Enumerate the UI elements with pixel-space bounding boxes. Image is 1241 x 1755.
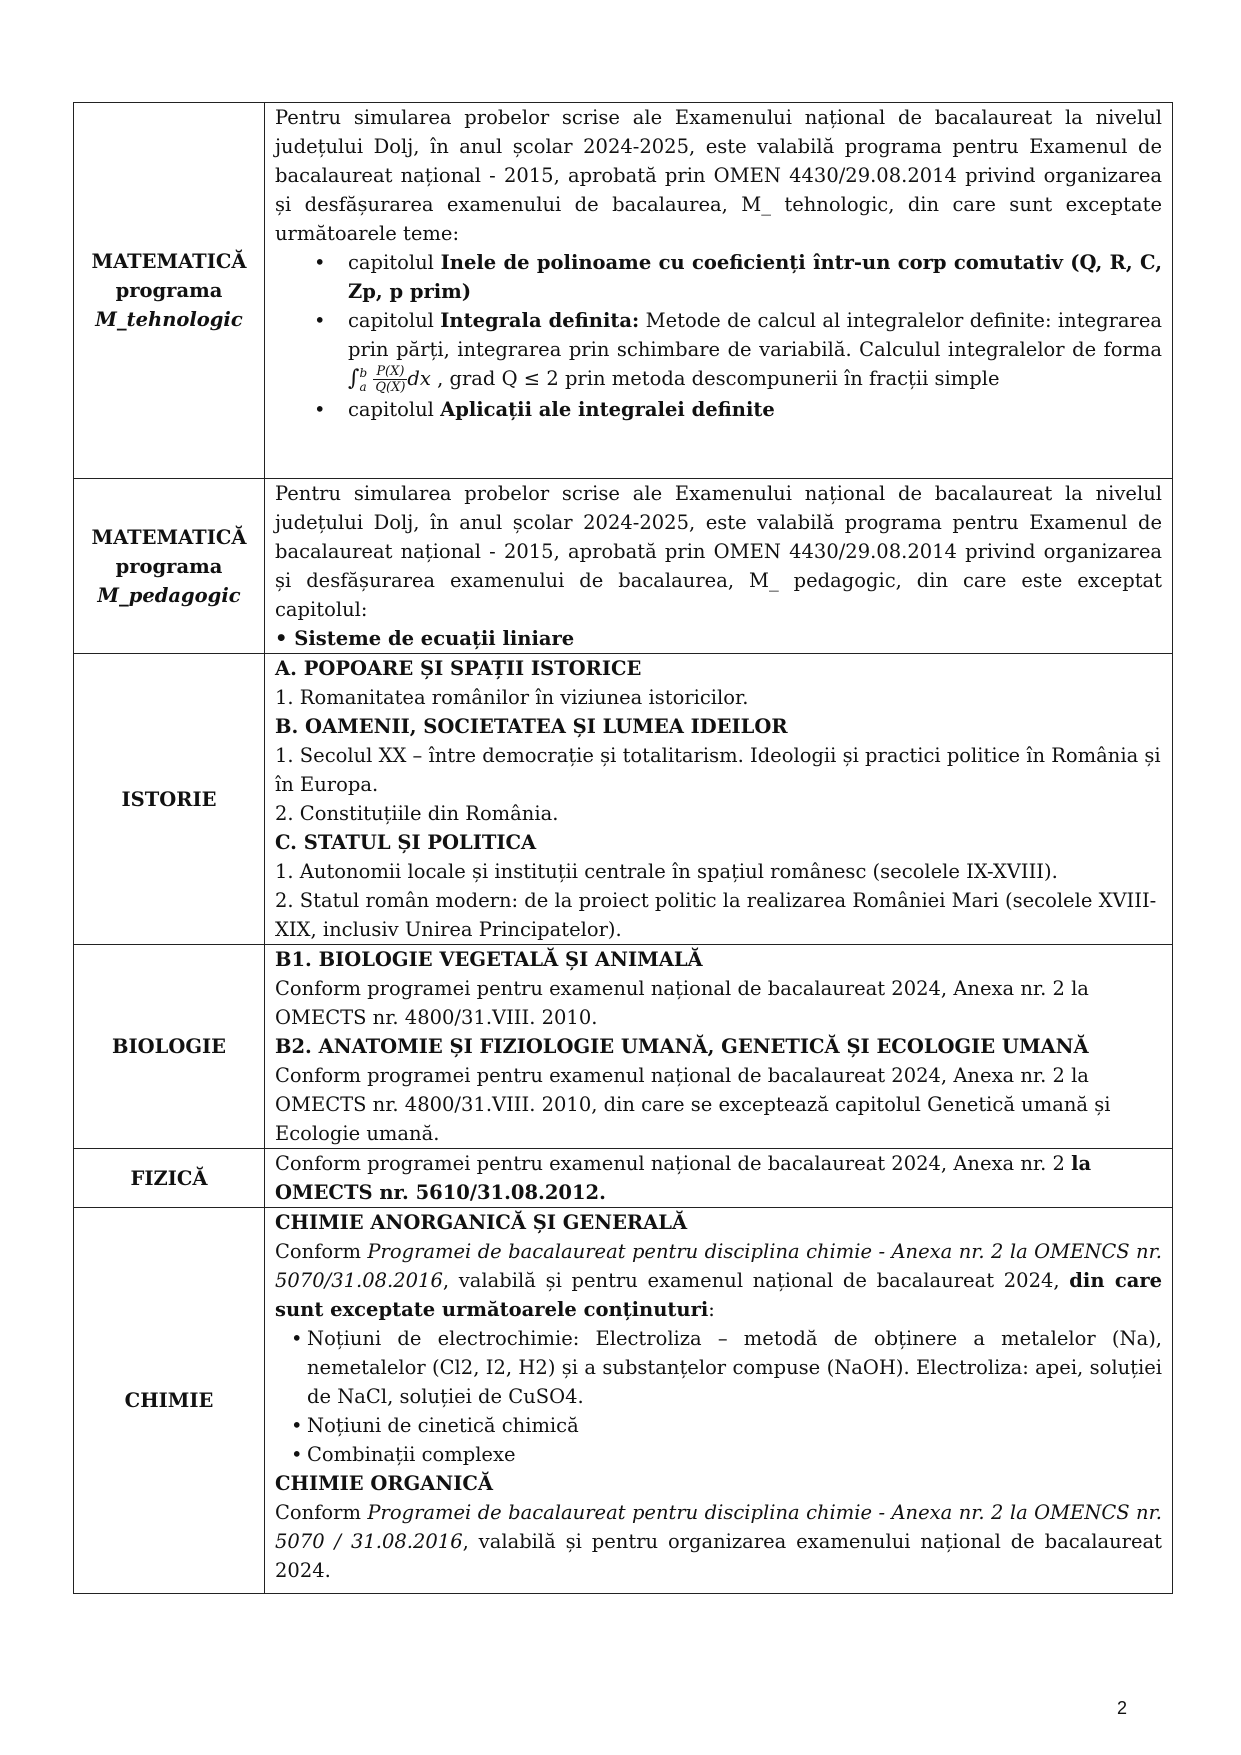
list-item <box>348 248 1162 306</box>
intro-text: Pentru simularea probelor scrise ale Examenului național de bacalaureat la nivelul județului Dolj, în anul școlar 2024-2025, este valabilă programa pentru Examenul de bacalaureat național - 2015, aprobată prin OMEN 4430/29.08.2014 privind organizarea și desfășurarea examenului de bacalaurea, M_ pedagogic, din care este exceptat capitolul: <box>275 482 1162 621</box>
subject-program: M_pedagogic <box>97 583 241 607</box>
text-run: Conform <box>275 1501 368 1524</box>
section-heading: C. STATUL ȘI POLITICA <box>275 831 537 854</box>
section-item: 2. Statul român modern: de la proiect politic la realizarea României Mari (secolele XVIII-XIX, inclusiv Unirea Principatelor). <box>275 889 1157 941</box>
excluded-topics-list <box>275 1324 1162 1469</box>
text-run: , valabilă și pentru examenul național de bacalaureat 2024, <box>442 1269 1070 1292</box>
section-item: 1. Romanitatea românilor în viziunea istoricilor. <box>275 686 749 709</box>
item-text: Metode de calcul al integralelor definite: integrarea prin părți, integrarea prin schimbare de variabilă. Calculul integralelor de forma <box>348 309 1163 361</box>
table-row <box>74 654 1173 945</box>
text-run-italic: Programei de bacalaureat pentru disciplina chimie - Anexa nr. 2 la OMENCS nr. 5070 / 31.08.2016 <box>275 1501 1162 1553</box>
subject-cell <box>74 654 265 945</box>
text-run: , valabilă și pentru organizarea examenului național de bacalaureat 2024. <box>275 1530 1162 1582</box>
text-run-bold: din care sunt exceptate următoarele conținuturi <box>275 1269 1163 1321</box>
subject-cell <box>74 1208 265 1594</box>
subject-cell <box>74 479 265 654</box>
table-row <box>74 1208 1173 1594</box>
subject-title: FIZICĂ <box>130 1166 208 1190</box>
subject-title: MATEMATICĂ <box>91 525 247 549</box>
table-row <box>74 1149 1173 1208</box>
list-item <box>348 306 1162 395</box>
section-text: Conform programei pentru examenul național de bacalaureat 2024, Anexa nr. 2 <box>275 1152 1072 1175</box>
excluded-chapter: • Sisteme de ecuații liniare <box>275 627 575 650</box>
subject-cell <box>74 1149 265 1208</box>
integral-dx: dx <box>407 367 431 390</box>
section-text: Conform programei pentru examenul național de bacalaureat 2024, Anexa nr. 2 la OMECTS nr. 4800/31.VIII. 2010, din care se exceptează capitolul Genetică umană și Ecologie umană. <box>275 1064 1111 1145</box>
section-heading: B. OAMENII, SOCIETATEA ȘI LUMEA IDEILOR <box>275 715 788 738</box>
integral-upper: b <box>359 365 368 380</box>
subject-cell <box>74 945 265 1149</box>
list-item <box>348 395 1162 424</box>
subject-subtitle: programa <box>115 554 223 578</box>
text-run: Conform <box>275 1240 368 1263</box>
table-row <box>74 945 1173 1149</box>
section-heading: CHIMIE ORGANICĂ <box>275 1472 493 1495</box>
text-run: : <box>708 1298 715 1321</box>
fraction-numerator: P(X) <box>373 364 407 380</box>
subject-title: BIOLOGIE <box>112 1035 226 1058</box>
item-prefix: capitolul <box>348 309 441 332</box>
integral-lower: a <box>359 379 367 394</box>
subject-cell <box>74 103 265 479</box>
item-text: , grad Q ≤ 2 prin metoda descompunerii în fracții simple <box>430 367 1000 390</box>
content-cell <box>265 945 1173 1149</box>
subject-title: ISTORIE <box>121 787 217 811</box>
list-item: • Noțiuni de cinetică chimică <box>307 1411 1162 1440</box>
section-paragraph <box>275 1237 1162 1324</box>
text-run-italic: Programei de bacalaureat pentru disciplina chimie - Anexa nr. 2 la OMENCS nr. 5070/31.08.2016 <box>275 1240 1162 1292</box>
fraction-denominator: Q(X) <box>375 380 406 395</box>
integral-limits <box>359 366 367 394</box>
excluded-topics-list <box>275 248 1162 424</box>
integral-symbol: ∫ <box>348 366 360 391</box>
curriculum-table <box>73 102 1173 1594</box>
item-bold: Integrala definita: <box>440 309 640 332</box>
section-bold: la OMECTS nr. 5610/31.08.2012. <box>275 1152 1092 1204</box>
item-bold: Aplicații ale integralei definite <box>440 398 775 421</box>
content-cell <box>265 1208 1173 1594</box>
section-heading: A. POPOARE ȘI SPAȚII ISTORICE <box>275 657 642 680</box>
content-cell <box>265 479 1173 654</box>
section-text: Conform programei pentru examenul național de bacalaureat 2024, Anexa nr. 2 la OMECTS nr. 4800/31.VIII. 2010. <box>275 977 1089 1029</box>
section-paragraph <box>275 1498 1162 1585</box>
subject-program: M_tehnologic <box>95 308 243 331</box>
document-page <box>73 102 1173 1594</box>
section-item: 2. Constituțiile din România. <box>275 802 559 825</box>
intro-text: Pentru simularea probelor scrise ale Examenului național de bacalaureat la nivelul județului Dolj, în anul școlar 2024-2025, este valabilă programa pentru Examenul de bacalaureat național - 2015, aprobată prin OMEN 4430/29.08.2014 privind organizarea și desfășurarea examenului de bacalaurea, M_ tehnologic, din care sunt exceptate următoarele teme: <box>275 106 1162 245</box>
content-cell <box>265 654 1173 945</box>
section-item: 1. Autonomii locale și instituții centrale în spațiul românesc (secolele IX-XVIII). <box>275 860 1058 883</box>
subject-title: CHIMIE <box>124 1389 214 1412</box>
content-cell <box>265 1149 1173 1208</box>
subject-title: MATEMATICĂ <box>91 250 247 273</box>
list-item: • Noțiuni de electrochimie: Electroliza – metodă de obținere a metalelor (Na), nemetalelor (Cl2, I2, H2) și a substanțelor compuse (NaOH). Electroliza: apei, soluției de NaCl, soluției de CuSO4. <box>307 1324 1162 1411</box>
section-heading: B1. BIOLOGIE VEGETALĂ ȘI ANIMALĂ <box>275 948 703 971</box>
section-item: 1. Secolul XX – între democrație și totalitarism. Ideologii și practici politice în România și în Europa. <box>275 744 1161 796</box>
table-row <box>74 479 1173 654</box>
item-prefix: capitolul <box>348 398 441 421</box>
item-prefix: capitolul <box>348 251 441 274</box>
list-item: • Combinații complexe <box>307 1440 1162 1469</box>
content-cell <box>265 103 1173 479</box>
page-number: 2 <box>1117 1698 1128 1718</box>
section-heading: B2. ANATOMIE ȘI FIZIOLOGIE UMANĂ, GENETICĂ ȘI ECOLOGIE UMANĂ <box>275 1035 1089 1058</box>
subject-subtitle: programa <box>115 279 223 302</box>
section-heading: CHIMIE ANORGANICĂ ȘI GENERALĂ <box>275 1211 688 1234</box>
item-bold: Inele de polinoame cu coeficienți într-un corp comutativ (Q, R, C, Zp, p prim) <box>348 251 1162 303</box>
table-row <box>74 103 1173 479</box>
fraction <box>373 364 407 395</box>
